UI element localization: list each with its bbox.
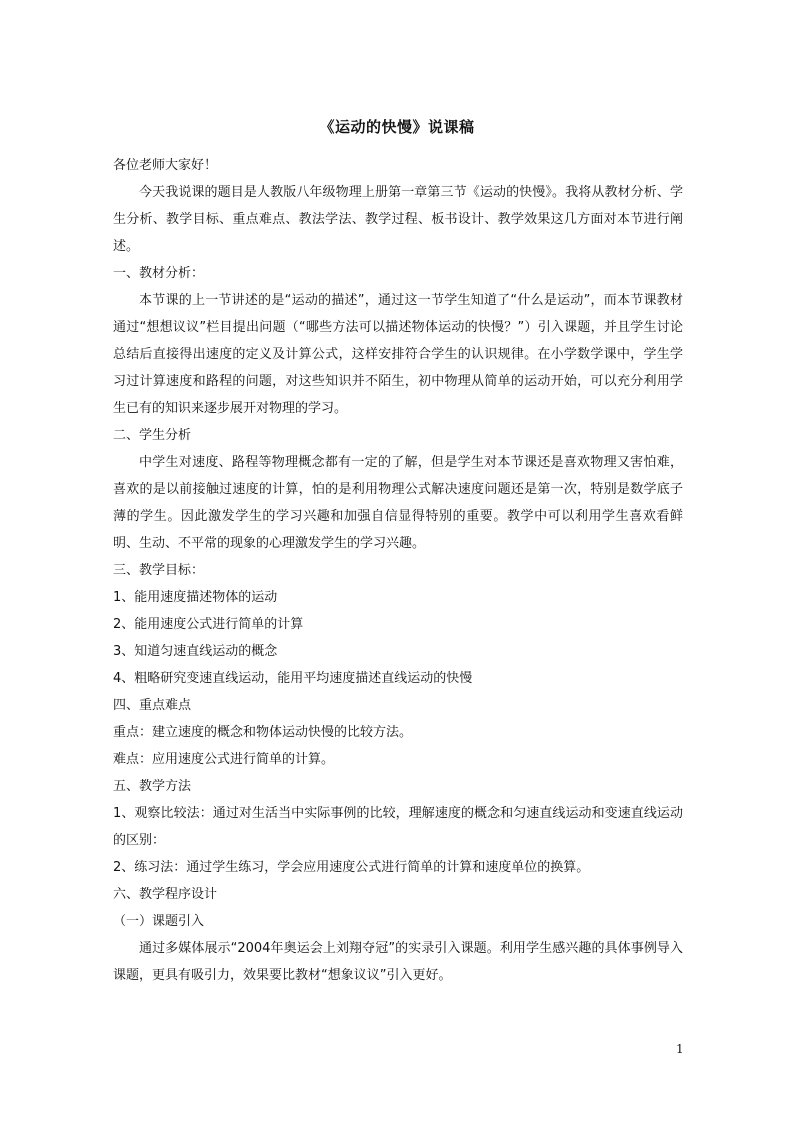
teaching-goal-item: 2、能用速度公式进行简单的计算 — [113, 617, 304, 632]
teaching-goal-item: 1、能用速度描述物体的运动 — [113, 590, 278, 605]
key-point-line: 重点：建立速度的概念和物体运动快慢的比较方法。 — [113, 725, 413, 740]
document-body — [113, 152, 683, 989]
section-heading-key-difficult-points: 四、重点难点 — [113, 698, 192, 713]
textbook-analysis-paragraph: 本节课的上一节讲述的是“运动的描述”，通过这一节学生知道了“什么是运动”，而本节课教材通过“想想议议”栏目提出问题（“哪些方法可以描述物体运动的快慢？”）引入课题，并且学生讨论总结后直接得出速度的定义及计算公式，这样安排符合学生的认识规律。在小学数学课中，学生学习过计算速度和路程的问题，对这些知识并不陌生，初中物理从简单的运动开始，可以充分利用学生已有的知识来逐步展开对物理的学习。 — [113, 293, 683, 416]
teaching-method-item: 2、练习法：通过学生练习，学会应用速度公式进行简单的计算和速度单位的换算。 — [113, 860, 590, 875]
section-heading-student-analysis: 二、学生分析 — [113, 428, 192, 443]
teaching-goal-item: 4、粗略研究变速直线运动，能用平均速度描述直线运动的快慢 — [113, 671, 473, 686]
student-analysis-paragraph: 中学生对速度、路程等物理概念都有一定的了解，但是学生对本节课还是喜欢物理又害怕难，喜欢的是以前接触过速度的计算，怕的是利用物理公式解决速度问题还是第一次，特别是数学底子薄的学生。因此激发学生的学习兴趣和加强自信显得特别的重要。教学中可以利用学生喜欢看鲜明、生动、不平常的现象的心理激发学生的学习兴趣。 — [113, 455, 683, 551]
document-title: 《运动的快慢》说课稿 — [319, 118, 475, 136]
page-number: 1 — [676, 1042, 684, 1056]
section-heading-teaching-goals: 三、教学目标： — [113, 563, 205, 578]
section-heading-teaching-procedure: 六、教学程序设计 — [113, 887, 218, 902]
section-heading-teaching-methods: 五、教学方法 — [113, 779, 192, 794]
subsection-heading-introduction: （一）课题引入 — [113, 914, 205, 929]
teaching-method-item: 1、观察比较法：通过对生活当中实际事例的比较，理解速度的概念和匀速直线运动和变速直线运动的区别： — [113, 806, 683, 848]
teaching-goal-item: 3、知道匀速直线运动的概念 — [113, 644, 278, 659]
difficult-point-line: 难点：应用速度公式进行简单的计算。 — [113, 752, 335, 767]
section-heading-textbook-analysis: 一、教材分析： — [113, 266, 205, 281]
greeting: 各位老师大家好！ — [113, 158, 218, 173]
intro-paragraph: 今天我说课的题目是人教版八年级物理上册第一章第三节《运动的快慢》。我将从教材分析、学生分析、教学目标、重点难点、教法学法、教学过程、板书设计、教学效果这几方面对本节进行阐述。 — [113, 185, 683, 254]
introduction-paragraph: 通过多媒体展示“2004年奥运会上刘翔夺冠”的实录引入课题。利用学生感兴趣的具体事例导入课题，更具有吸引力，效果要比教材“想象议议”引入更好。 — [113, 941, 683, 983]
